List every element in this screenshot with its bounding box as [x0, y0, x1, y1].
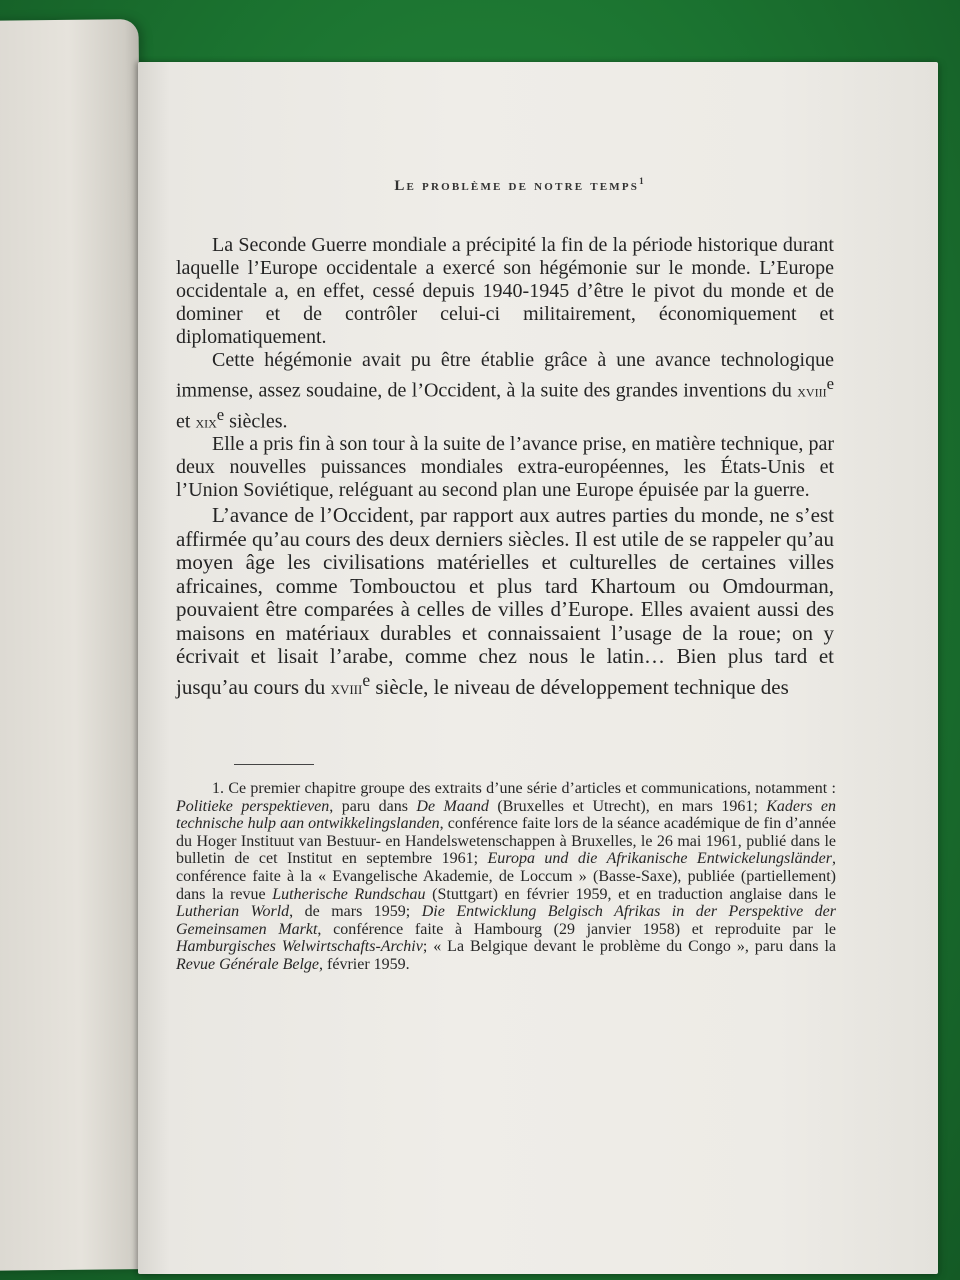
- chapter-title: [176, 176, 848, 195]
- paragraph-1: La Seconde Guerre mondiale a précipité la fin de la période historique durant laquelle l’Europe occidentale a exercé son hégémonie sur le monde. L’Europe occidentale a, en effet, cessé depuis 1940-1945 d’être le pivot du monde et de dominer et de contrôler celui-ci militairement, économiquement et diplomatiquement.: [176, 234, 834, 348]
- footnote: [176, 780, 836, 974]
- footnote-mark: 1: [639, 176, 644, 186]
- book-page: [138, 62, 938, 1274]
- footnote-divider: [234, 764, 314, 765]
- paragraph-4: L’avance de l’Occident, par rapport aux autres parties du monde, ne s’est affirmée qu’au cours des deux derniers siècles. Il est utile de se rappeler qu’au moyen âge les civilisations matérielles et culturelles de certaines villes africaines, comme Tombouctou et plus tard Khartoum ou Omdourman, pouvaient être comparées à celles de villes d’Europe. Elles avaient aussi des maisons en matériaux durables et connaissaient l’usage de la roue; on y écrivait et lisait l’arabe, comme chez nous le latin… Bien plus tard et jusqu’au cours du xviii$^e$ siècle, le niveau de développement technique des: [176, 503, 834, 699]
- chapter-title-text: Le problème de notre temps: [394, 178, 640, 194]
- paragraph-3: Elle a pris fin à son tour à la suite de l’avance prise, en matière technique, par deux nouvelles puissances mondiales extra-européennes, les États-Unis et l’Union Soviétique, reléguant au second plan une Europe épuisée par la guerre.: [176, 433, 834, 502]
- left-facing-page: [0, 19, 152, 1271]
- body-text: [176, 234, 834, 700]
- paragraph-2: Cette hégémonie avait pu être établie grâce à une avance technologique immense, assez soudaine, de l’Occident, à la suite des grandes inventions du xviii$^e$ et xix$^e$ siècles.: [176, 349, 834, 433]
- footnote-text: 1. Ce premier chapitre groupe des extraits d’une série d’articles et communications, notamment : Politieke perspektieven, paru dans De Maand (Bruxelles et Utrecht), en mars 1961; Kaders en technische hulp aan ontwikkelingslanden, conférence faite lors de la séance académique de fin d’année du Hoger Instituut van Bestuur- en Handelswetenschappen à Bruxelles, le 26 mai 1961, publié dans le bulletin de cet Institut en septembre 1961; Europa und die Afrikanische Entwickelungsländer, conférence faite à la « Evangelische Akademie, de Loccum » (Basse-Saxe), publiée (partiellement) dans la revue Lutherische Rundschau (Stuttgart) en février 1959, et en traduction anglaise dans le Lutherian World, de mars 1959; Die Entwicklung Belgisch Afrikas in der Perspektive der Gemeinsamen Markt, conférence faite à Hambourg (29 janvier 1958) et reproduite par le Hamburgisches Welwirtschafts-Archiv; « La Belgique devant le problème du Congo », paru dans la Revue Générale Belge, février 1959.: [176, 780, 837, 973]
